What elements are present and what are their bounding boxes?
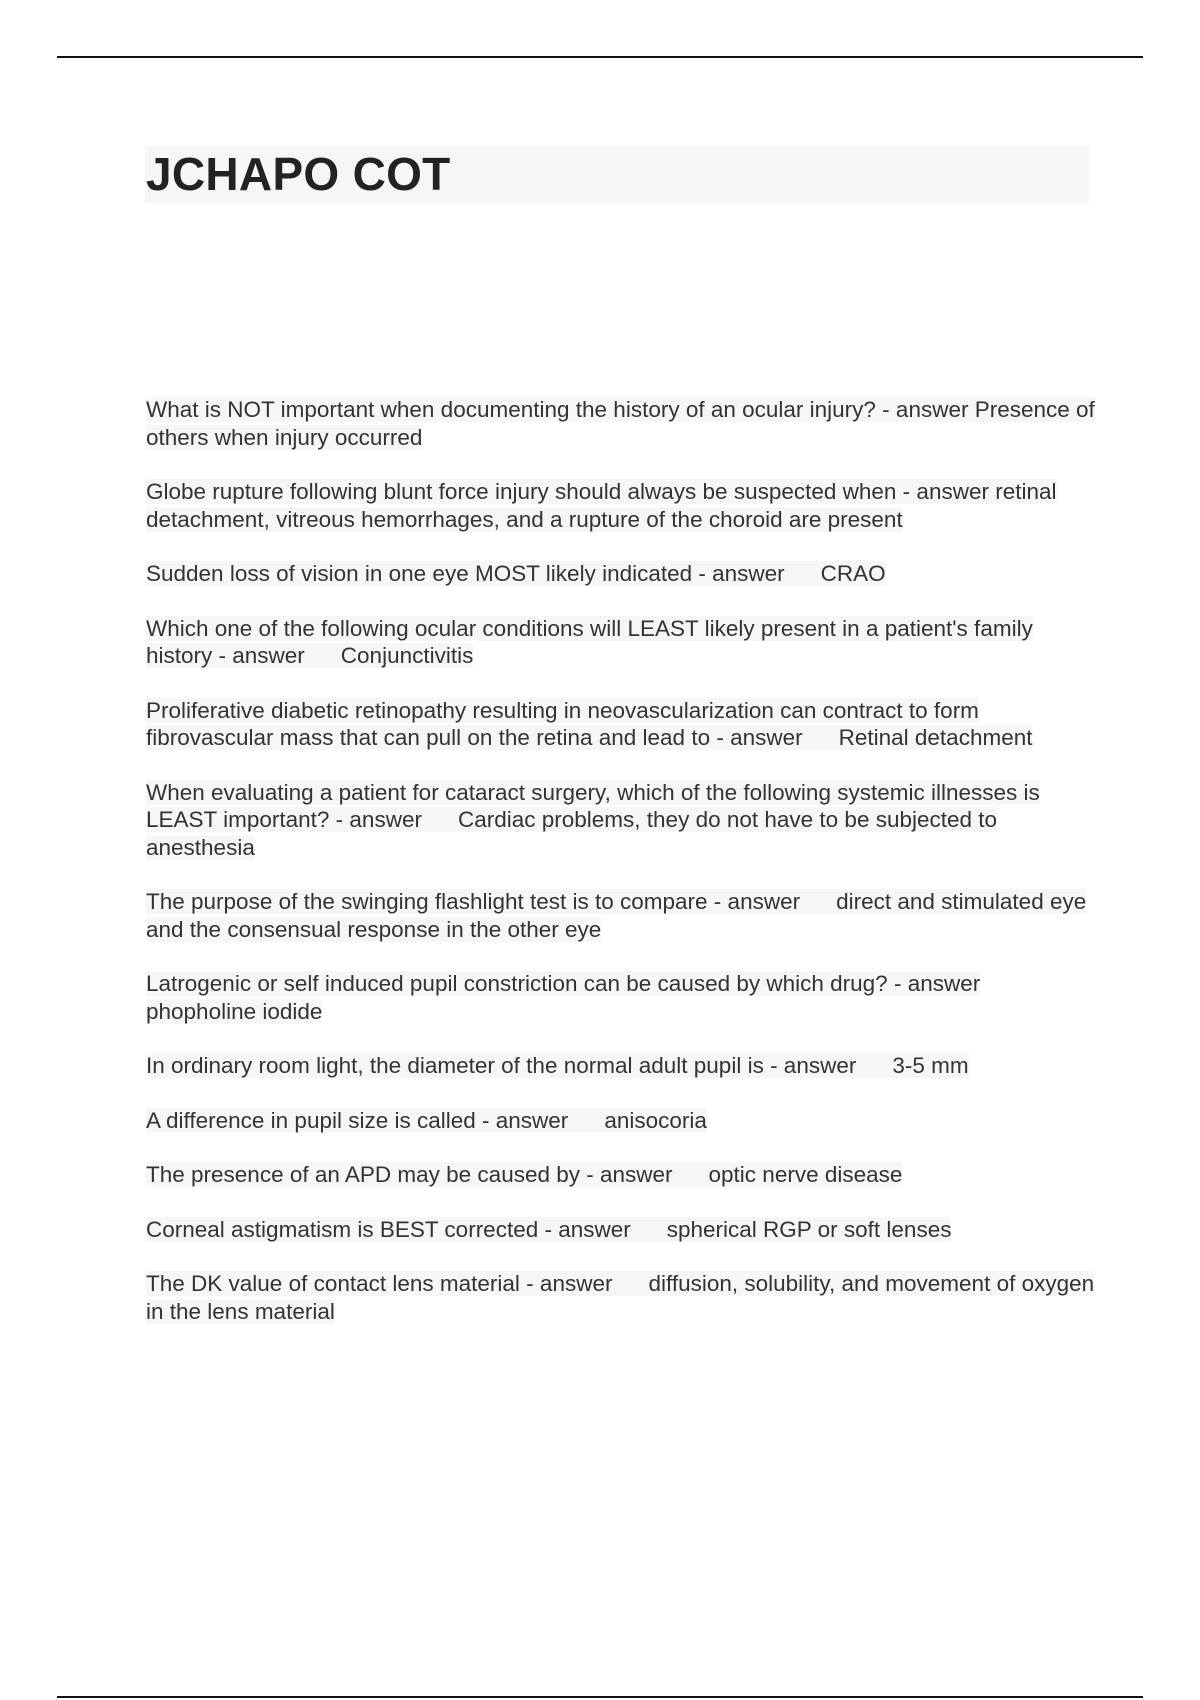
qa-item: [146, 779, 1096, 862]
qa-list: [146, 396, 1096, 1352]
answer-text: Cardiac problems, they do not have to be subjected to anesthesia: [146, 807, 998, 860]
question-text: When evaluating a patient for cataract surgery, which of the following systemic illnesses is LEAST important? - answer: [146, 779, 1040, 832]
page-title: JCHAPO COT: [146, 148, 451, 200]
qa-item: [146, 478, 1096, 533]
qa-item: [146, 396, 1096, 451]
bottom-divider: [57, 1696, 1143, 1698]
answer-text: phopholine iodide: [146, 998, 323, 1024]
answer-text: direct and stimulated eye and the consensual response in the other eye: [146, 889, 1087, 942]
qa-item: [146, 1270, 1096, 1325]
qa-item: [146, 970, 1096, 1025]
qa-item: [146, 1161, 1096, 1189]
question-text: Sudden loss of vision in one eye MOST likely indicated - answer: [146, 561, 785, 586]
question-text: Proliferative diabetic retinopathy resulting in neovascularization can contract to form fibrovascular mass that can pull on the retina and lead to - answer: [146, 697, 979, 750]
qa-item: [146, 1052, 1096, 1080]
qa-item: [146, 888, 1096, 943]
question-text: What is NOT important when documenting the history of an ocular injury? - answer: [146, 397, 969, 422]
qa-item: [146, 697, 1096, 752]
answer-text: Retinal detachment: [838, 725, 1033, 750]
question-text: The purpose of the swinging flashlight test is to compare - answer: [146, 889, 801, 914]
answer-text: spherical RGP or soft lenses: [666, 1216, 952, 1242]
answer-text: CRAO: [820, 561, 886, 586]
qa-item: [146, 1216, 1096, 1244]
question-text: Latrogenic or self induced pupil constriction can be caused by which drug? - answer: [146, 971, 981, 996]
question-text: The presence of an APD may be caused by - answer: [146, 1162, 673, 1187]
answer-text: anisocoria: [604, 1107, 707, 1133]
question-text: Globe rupture following blunt force injury should always be suspected when - answer: [146, 479, 989, 504]
question-text: Which one of the following ocular conditions will LEAST likely present in a patient's family history - answer: [146, 615, 1033, 668]
top-divider: [57, 56, 1143, 58]
answer-text: Presence of others when injury occurred: [146, 397, 1095, 450]
answer-text: 3-5 mm: [892, 1053, 969, 1078]
answer-text: optic nerve disease: [708, 1162, 903, 1187]
qa-item: [146, 560, 1096, 588]
qa-item: [146, 1107, 1096, 1135]
answer-text: Conjunctivitis: [340, 643, 474, 668]
answer-text: diffusion, solubility, and movement of oxygen in the lens material: [146, 1271, 1095, 1324]
question-text: A difference in pupil size is called - answer: [146, 1107, 569, 1133]
question-text: Corneal astigmatism is BEST corrected - answer: [146, 1216, 631, 1242]
answer-text: retinal detachment, vitreous hemorrhages, and a rupture of the choroid are present: [146, 479, 1057, 532]
qa-item: [146, 615, 1096, 670]
question-text: In ordinary room light, the diameter of the normal adult pupil is - answer: [146, 1053, 857, 1078]
question-text: The DK value of contact lens material - answer: [146, 1271, 613, 1296]
